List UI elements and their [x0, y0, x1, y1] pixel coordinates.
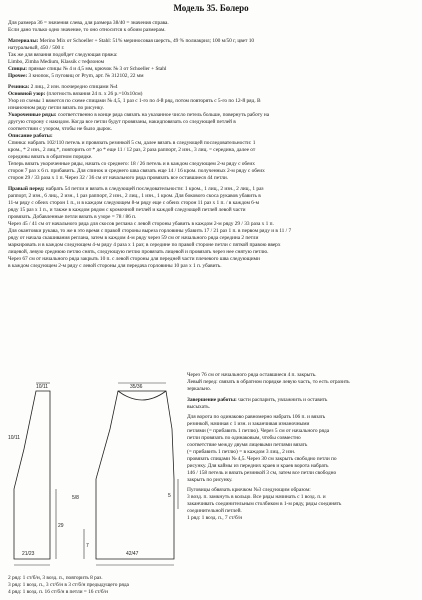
dimension-label: 35/36: [130, 384, 143, 390]
text-line: натуральный, 450 / 500 г.: [8, 45, 65, 51]
materials-label: Материалы:: [8, 38, 39, 44]
section-heading: [8, 133, 416, 140]
text-line: соединительной петлей.: [187, 508, 242, 514]
text-line: рисунку. Для каймы из передних краев и краев ворота набрать: [187, 463, 329, 469]
text-line: 146 / 158 петель и вязать резинкой 3 см, затем все петли свободно: [187, 470, 337, 476]
short-rows-label: Укороченные ряды:: [8, 112, 57, 118]
text-line: Если дано только одно значение, то оно относится к обоим размерам.: [8, 27, 166, 33]
text-line: соответствие между двумя лицевыми петлями вязать: [187, 442, 308, 448]
text-line: Через 45 / 41 см от начального ряда для скосов реглана с левой стороны убавить в каждом 2-м ряду 29 / 33 раза х 1 п.: [8, 221, 274, 227]
text-line: 3 возд. п. замкнуть в кольцо. Все ряды начинать с 1 возд. п. и: [187, 494, 326, 500]
needles-text: прямые спицы № 4 и 4,5 мм, крючок № 3 от Schoeller + Stahl: [27, 66, 167, 72]
text-line: другую сторону с накидом. Когда все петли будут провязаны, накидповязать со следующей петлей в: [8, 119, 236, 125]
short-rows-text: соответственно в конце ряда связать на указанное число петель больше, повернуть работу на: [56, 112, 270, 118]
text-line: ряду 15 раз х 1 п., и также в каждом рядом с кромочной петлей и каждой следующей петлей левой части: [8, 207, 246, 213]
description-label: Описание работы:: [8, 133, 53, 139]
text-line: заканчивать соединительным столбиком в 1-м ряду, ряды соединять: [187, 501, 342, 507]
pattern-label: Основной узор:: [8, 91, 46, 97]
front-line: [8, 186, 416, 193]
dimension-label: 5/8: [72, 495, 79, 501]
short-rows-line: [8, 112, 416, 119]
neckline-curve: [118, 391, 166, 400]
text-line: Спинка: набрать 102/110 петель и провязать резинкой 5 см, далее вязать в следующей последовательности: 1: [8, 140, 256, 146]
finishing-text: части распарить, увлажнить и оставить: [236, 397, 328, 403]
needles-line: [8, 66, 416, 73]
rib-label: Резинка:: [8, 84, 30, 90]
finishing-label: Завершение работы:: [187, 397, 237, 403]
text-line: в каждом следующем 2-м ряду с левой стороны для передача горловины 10 раз х 1 п. убавить.: [8, 263, 222, 269]
dimension-label: 10/11: [36, 384, 48, 390]
text-line: Для ворота по одинаково равномерно набрать 106 п. и вязать: [187, 414, 326, 420]
text-line: 11-м ряду с обеих сторон 1 п., и в каждом следующем 8-м ряду еще с обеих сторон 11 раз х 1 п. / в каждом 6-м: [8, 200, 259, 206]
text-line: петлями (= прибавить 1 петлю). Через 5 см от начального ряда: [187, 428, 330, 434]
text-line: соответствии с узором, чтобы не было дырок.: [8, 126, 112, 132]
text-line: Limbo, Zimba Medium, Klassik с тефлоном: [8, 59, 104, 65]
text-line: 4 ряд: 1 возд. п. 16 ст/б/н в петли = 16 ст/б/н: [8, 589, 108, 595]
text-line: Пуговицы обвязать крючком №3 следующим образом:: [187, 487, 311, 493]
text-line: закрыть по рисунку.: [187, 477, 233, 483]
front-text: набрать 54 петли и вязать в следующей последовательности: 1 кром., 1 лиц., 2 изн., 2 лиц., 1 раз: [44, 186, 264, 192]
text-line: Через 76 см от начального ряда оставшиеся 4 п. закрыть.: [187, 372, 317, 378]
pattern-text: (плотность вязания 24 п. х 26 р.=10х10см): [45, 91, 143, 97]
text-line: сторон 7 раз х 6 п. прибавить. Для спинок и среднего шва связать еще 14 / 16 кром. полученных 2-м ряду с обеих: [8, 168, 265, 174]
back-piece-outline: [96, 391, 174, 559]
text-line: 1 ряд: 1 возд. п., 7 ст/б/н: [187, 515, 243, 521]
text-line: лицевой, левую среднюю петлю снять, следующую петлю провязать лицевой и провязать через нее снятую петлю.: [8, 249, 269, 255]
rib-text: 2 лиц., 2 изн. поочередно спицами №4: [29, 84, 118, 90]
dimension-label: 7: [86, 543, 89, 549]
pattern-diagram: [6, 379, 182, 571]
text-line: петли провязать по одинаковым, чтобы совместно: [187, 435, 301, 441]
other-label: Прочее:: [8, 73, 28, 79]
text-line: Так же для вязания подойдет следующая пряжа:: [8, 52, 118, 58]
rib-line: [8, 84, 416, 91]
text-line: 2 ряд: 1 ст/б/н, 3 возд. п., повторить 8 раз.: [8, 575, 103, 581]
text-line: маркировать и в каждом следующем 4-м ряду 4 раза х 1 раз; в середине по правой стороне петли с пяткой правою вверх: [8, 242, 281, 248]
text-line: изнаночном ряду петли вязать по рисунку.: [8, 105, 104, 111]
other-text: 3 кнопок, 5 пуговиц от Prym, арт. № 312102, 22 мм: [27, 73, 144, 79]
text-line: высыхать.: [187, 404, 210, 410]
finishing-line: [187, 397, 417, 404]
text-line: провязать. Добавленные петли вязать в узоре = 78 / 86 п.: [8, 214, 137, 220]
text-line: раппорт, 2 изн., 6 лиц., 2 изн., 1 раз раппорт, 2 изн., 2 лиц., 1 изн., 1 кром. Для бокового скоса рукавов убавить в: [8, 193, 261, 199]
text-line: зеркально.: [187, 386, 211, 392]
text-line: 3 ряд: 1 возд. п., 3 ст/б/н в 3 ст/б/н предыдущего ряда: [8, 582, 129, 588]
dimension-label: 42/47: [126, 551, 139, 557]
dimension-label: 5: [168, 493, 171, 499]
text-line: Через 67 см от начального ряда закрыть 10 п. с левой стороны для передней части плечевого шва следующими: [8, 256, 260, 262]
text-line: середины вязать в обратном порядке.: [8, 154, 93, 160]
front-piece-outline: [14, 391, 50, 559]
pattern-line: [8, 91, 416, 98]
text-line: Теперь вязать укороченные ряды, начать со среднего: 18 / 26 петель и в каждом следующем 2-м ряду с обеих: [8, 161, 255, 167]
text-line: ряду от начала скашивания реглана, затем в каждом 4-м ряду через 59 см от начального ряда середина 2 петли: [8, 235, 259, 241]
other-line: [8, 73, 416, 80]
text-line: Для окантовки рукава, то же в это время с правой стороны выреза горловины убавить 17 / 21 раз 1 п. в первом ряду и в 11 / 7: [8, 228, 292, 234]
text-line: Узор из схемы 1 вяжется по схеме спицами № 4,5, 1 раз с 1-го по 4-й ряд, потом повторять с 5-го по 12-й ряд. В: [8, 98, 261, 104]
text-line: провязать спицами № 4,5. Через 30 см закрыть свободно петли по: [187, 456, 337, 462]
page-title: Модель 35. Болеро: [173, 3, 249, 13]
front-label: Правый перед:: [8, 186, 45, 192]
text-line: сторон 29 / 33 раза х 1 п. Через 32 / 36 см от начального ряда провязать все оставшиеся 44 петли.: [8, 175, 229, 181]
text-line: Для размера 36 = значения слева, для размера 38/40 = значения справа.: [8, 20, 169, 26]
materials-line: [8, 38, 416, 45]
text-line: кром., * 2 изн., 2 лиц.*, повторить от * до * еще 11 / 12 раз, 2 раза раппорт, 2 изн., 3 лиц. = середина, далее от: [8, 147, 256, 153]
materials-text: Merino Mix от Schoeller + Stahl: 51% мериносовая шерсть, 49 % полиакрил; 100 м/50 г, цвет 10: [38, 38, 255, 44]
text-line: (= прибавить 1 петлю) = в каждом 3 лиц., 2 изн.: [187, 449, 296, 455]
text-line: Левый перед: связать в обратном порядке левую часть, то есть отразить: [187, 379, 350, 385]
dimension-label: 10/11: [8, 435, 20, 441]
needles-label: Спицы:: [8, 66, 28, 72]
text-line: резинкой, начиная с 1 изн. и заканчивая изнаночными: [187, 421, 310, 427]
dimension-label: 21/23: [22, 551, 35, 557]
dimension-label: 29: [58, 523, 64, 529]
